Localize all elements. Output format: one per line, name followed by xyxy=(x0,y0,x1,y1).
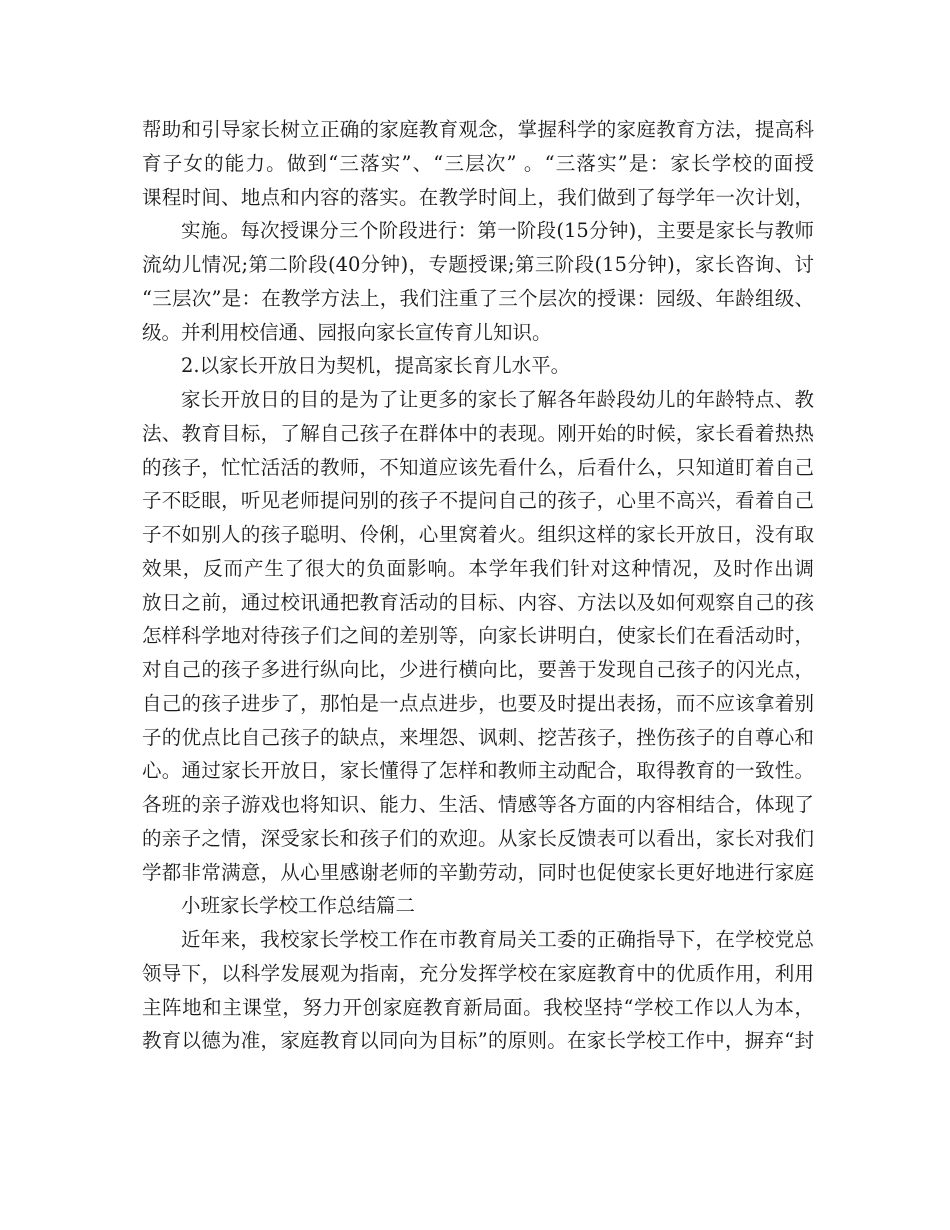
text-line: 小班家长学校工作总结篇二 xyxy=(181,894,416,918)
text-line: 效果，反而产生了很大的负面影响。本学年我们针对这种情况，及时作出调 xyxy=(142,556,814,580)
text-line: 家长开放日的目的是为了让更多的家长了解各年龄段幼儿的年龄特点、教 xyxy=(181,388,814,411)
text-line: 级。并利用校信通、园报向家长宣传育儿知识。 xyxy=(142,320,552,344)
text-line: 对自己的孩子多进行纵向比，少进行横向比，要善于发现自己孩子的闪光点， xyxy=(142,658,814,681)
text-line: 子的优点比自己孩子的缺点，来埋怨、讽刺、挖苦孩子，挫伤孩子的自尊心和 xyxy=(142,725,814,749)
text-line: 的亲子之情，深受家长和孩子们的欢迎。从家长反馈表可以看出，家长对我们 xyxy=(142,826,814,850)
body-text xyxy=(142,113,814,1058)
text-line: 实施。每次授课分三个阶段进行：第一阶段(15分钟)，主要是家长与教师 xyxy=(181,219,814,243)
text-line: 近年来，我校家长学校工作在市教育局关工委的正确指导下，在学校党总 xyxy=(181,928,814,951)
text-line: 的孩子，忙忙活活的教师，不知道应该先看什么，后看什么，只知道盯着自己 xyxy=(142,455,814,479)
text-line: 主阵地和主课堂，努力开创家庭教育新局面。我校坚持“学校工作以人为本， xyxy=(142,995,814,1019)
text-line: 心。通过家长开放日，家长懂得了怎样和教师主动配合，取得教育的一致性。 xyxy=(142,759,814,783)
text-line: 怎样科学地对待孩子们之间的差别等，向家长讲明白，使家长们在看活动时， xyxy=(142,624,814,648)
text-line: 育子女的能力。做到“三落实”、“三层次” 。“三落实”是：家长学校的面授 xyxy=(142,151,814,175)
text-line: 子不如别人的孩子聪明、伶俐，心里窝着火。组织这样的家长开放日，没有取 xyxy=(142,523,814,546)
text-line: 帮助和引导家长树立正确的家庭教育观念，掌握科学的家庭教育方法，提高科 xyxy=(142,118,814,141)
text-line: 流幼儿情况;第二阶段(40分钟)，专题授课;第三阶段(15分钟)，家长咨询、讨 xyxy=(142,253,814,276)
text-line: 各班的亲子游戏也将知识、能力、生活、情感等各方面的内容相结合，体现了 xyxy=(142,793,814,816)
text-line: 自己的孩子进步了，那怕是一点点进步，也要及时提出表扬，而不应该拿着别 xyxy=(142,691,814,715)
text-line: “三层次”是：在教学方法上，我们注重了三个层次的授课：园级、年龄组级、 xyxy=(142,286,814,310)
text-line: 2.以家长开放日为契机，提高家长育儿水平。 xyxy=(181,354,571,378)
text-line: 领导下，以科学发展观为指南，充分发挥学校在家庭教育中的优质作用，利用 xyxy=(142,961,814,985)
text-line: 法、教育目标，了解自己孩子在群体中的表现。刚开始的时候，家长看着热热 xyxy=(142,421,814,445)
text-line: 子不眨眼，听见老师提问别的孩子不提问自己的孩子，心里不高兴，看着自己 xyxy=(142,489,814,513)
text-line: 课程时间、地点和内容的落实。在教学时间上，我们做到了每学年一次计划， xyxy=(142,185,814,209)
text-line: 放日之前，通过校讯通把教育活动的目标、内容、方法以及如何观察自己的孩 xyxy=(142,590,814,614)
text-line: 学都非常满意，从心里感谢老师的辛勤劳动，同时也促使家长更好地进行家庭 xyxy=(142,860,814,884)
text-line: 教育以德为准，家庭教育以同向为目标”的原则。在家长学校工作中，摒弃“封 xyxy=(142,1029,814,1053)
